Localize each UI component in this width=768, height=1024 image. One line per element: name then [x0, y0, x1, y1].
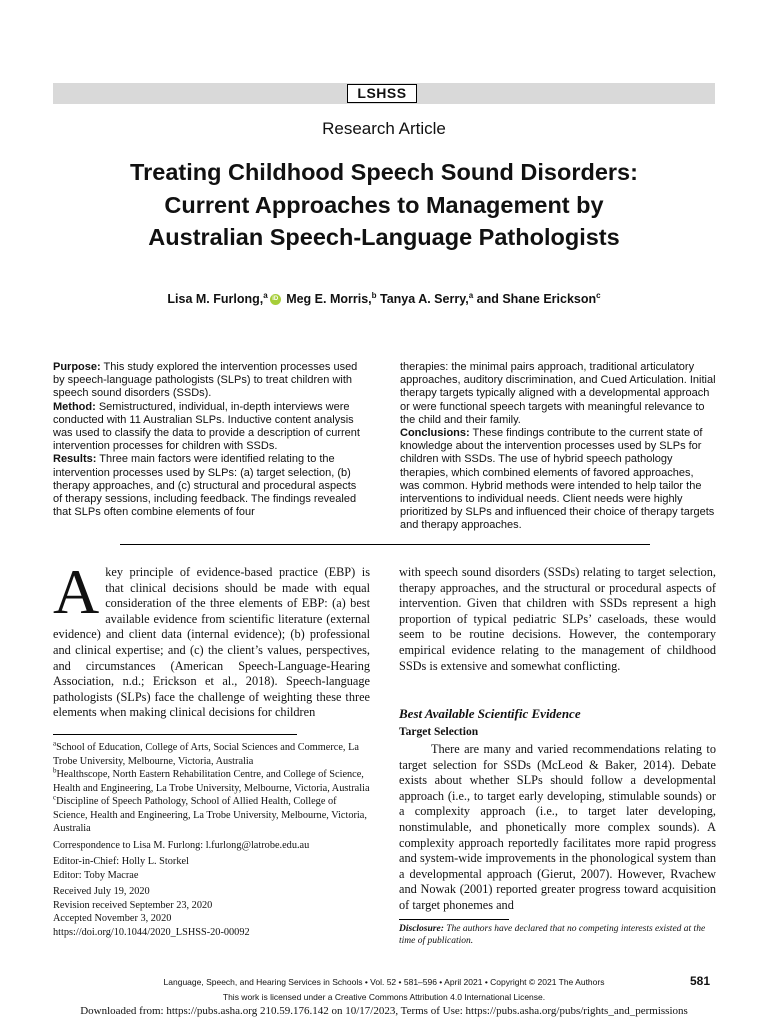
target-selection-text	[399, 742, 716, 914]
conclusions-label: Conclusions:	[400, 427, 470, 440]
results-continued-text: therapies: the minimal pairs approach, traditional articulatory approaches, auditory discrimination, and Cued Articulation. Initial therapy targets typically aligned with a developmental approach or were functional speech targets with meaningful relevance to the child and their family.	[400, 361, 716, 426]
affiliation-marker: b	[371, 290, 377, 300]
footer-citation: Language, Speech, and Hearing Services in Schools • Vol. 52 • 581–596 • April 2021 • Copyright © 2021 The Authors	[163, 977, 605, 987]
accepted-date: Accepted November 3, 2020	[53, 913, 172, 924]
article-type: Research Article	[322, 119, 446, 138]
footnote-divider	[53, 734, 297, 735]
affiliation-text: Healthscope, North Eastern Rehabilitation Centre, and College of Science, Health and Engineering, La Trobe University, Melbourne, Victoria, Australia	[53, 769, 370, 794]
drop-cap: A	[53, 556, 100, 627]
author-name: Meg E. Morris,	[286, 292, 372, 306]
download-notice: Downloaded from: https://pubs.asha.org 210.59.176.142 on 10/17/2023, Terms of Use: https://pubs.asha.org/pubs/rights_and_permissions	[80, 1005, 688, 1017]
method-label: Method:	[53, 400, 96, 413]
purpose-text: This study explored the intervention processes used by speech-language pathologists (SLPs) to treat children with speech sound disorders (SSDs).	[53, 361, 358, 400]
abstract-right-column	[400, 361, 716, 533]
affiliation-footnote	[53, 795, 370, 836]
body-left-column	[53, 556, 370, 721]
body-right-column	[399, 565, 716, 674]
body-text: with speech sound disorders (SSDs) relating to target selection, therapy approaches, and the structural or procedural aspects of intervention. Given that children with SSDs represent a high proportion of typical pediatric SLPs’ caseloads, these would seem to be routine decisions. However, the contemporary empirical evidence relating to the management of childhood SSDs is extensive and somewhat conflicting.	[399, 565, 716, 673]
results-label: Results:	[53, 453, 97, 466]
journal-logo: LSHSS	[347, 84, 417, 103]
section-heading: Best Available Scientific Evidence	[399, 706, 581, 721]
method-text: Semistructured, individual, in-depth interviews were conducted with 11 Australian SLPs. Inductive content analysis was used to classify the data to provide a description of current intervention processes for children with SSDs.	[53, 400, 360, 453]
affiliation-marker: a	[263, 290, 268, 300]
disclosure-label: Disclosure:	[399, 924, 444, 934]
article-title: Treating Childhood Speech Sound Disorders: Current Approaches to Management by Australian Speech-Language Pathologists	[130, 159, 638, 250]
editor-in-chief: Editor-in-Chief: Holly L. Storkel	[53, 856, 189, 867]
conclusions-text: These findings contribute to the current state of knowledge about the intervention processes used by SLPs for children with SSDs. The use of hybrid speech pathology therapies, which combined elements of favored approaches, was common. Hybrid methods were intended to help tailor the interventions to individual needs. Client needs were highly prioritized by SLPs and influenced their choice of therapy targets and therapy approaches.	[400, 427, 715, 532]
affiliation-marker: b	[53, 766, 57, 775]
disclosure-text: The authors have declared that no competing interests existed at the time of publication.	[399, 924, 706, 946]
affiliation-footnote	[53, 741, 370, 768]
license-notice[interactable]: This work is licensed under a Creative Commons Attribution 4.0 International License.	[222, 992, 546, 1002]
affiliation-marker: c	[53, 793, 57, 802]
body-text: key principle of evidence-based practice (EBP) is that clinical decisions should be made with equal consideration of the three elements of EBP: (a) best available evidence from scientific literature (external evidence) and client data (internal evidence); (b) professional and clinical expertise; and (c) the client’s values, perspectives, and circumstances (American Speech-Language-Hearing Association, n.d.; Erickson et al., 2018). Speech-language pathologists (SLPs) face the challenge of weighting these three elements when making clinical decisions for children	[53, 565, 370, 720]
affiliation-text: Discipline of Speech Pathology, School of Allied Health, College of Science, Health and Engineering, La Trobe University, Melbourne, Victoria, Australia	[53, 796, 367, 834]
disclosure-divider	[399, 919, 509, 920]
affiliation-marker: a	[468, 290, 474, 300]
author-list	[0, 292, 768, 306]
orcid-icon[interactable]: iD	[270, 294, 281, 305]
affiliation-footnote	[53, 768, 370, 795]
footnotes	[53, 741, 370, 939]
disclosure	[399, 924, 717, 947]
abstract-left-column	[53, 361, 363, 519]
author-name: Lisa M. Furlong,	[167, 292, 264, 306]
body-text: There are many and varied recommendations relating to target selection for SSDs (McLeod & Baker, 2014). Debate exists about whether SLPs should follow a developmental approach (i.e., to target early developing, stimulable sounds) or a complexity approach (i.e., to target later developing, nonstimulable, and phonetically more complex sounds). A complexity approach reportedly facilitates more rapid progress and system-wide improvements in the phonological system than a developmental approach (Gierut, 2007). However, Rvachew and Nowak (2001) reported greater progress toward acquisition of target phonemes and	[399, 742, 716, 912]
author-name: and Shane Erickson	[476, 292, 597, 306]
affiliation-text: School of Education, College of Arts, Social Sciences and Commerce, La Trobe University, Melbourne, Victoria, Australia	[53, 742, 359, 767]
correspondence[interactable]: Correspondence to Lisa M. Furlong: l.furlong@latrobe.edu.au	[53, 839, 310, 851]
affiliation-marker: c	[596, 290, 601, 300]
purpose-label: Purpose:	[53, 361, 101, 373]
page-number: 581	[690, 974, 711, 988]
revision-date: Revision received September 23, 2020	[53, 899, 213, 911]
author-name: Tanya A. Serry,	[380, 292, 469, 306]
received-date: Received July 19, 2020	[53, 886, 150, 897]
subsection-heading: Target Selection	[399, 726, 479, 738]
abstract-divider	[120, 544, 650, 545]
results-text: Three main factors were identified relating to the intervention processes used by SLPs: (a) target selection, (b) therapy approaches, and (c) structural and procedural aspects of therapy sessions, including feedback. The findings revealed that SLPs often combine elements of four	[53, 453, 357, 519]
editor: Editor: Toby Macrae	[53, 869, 139, 881]
affiliation-marker: a	[53, 739, 57, 748]
doi-link[interactable]: https://doi.org/10.1044/2020_LSHSS-20-00092	[53, 926, 250, 938]
